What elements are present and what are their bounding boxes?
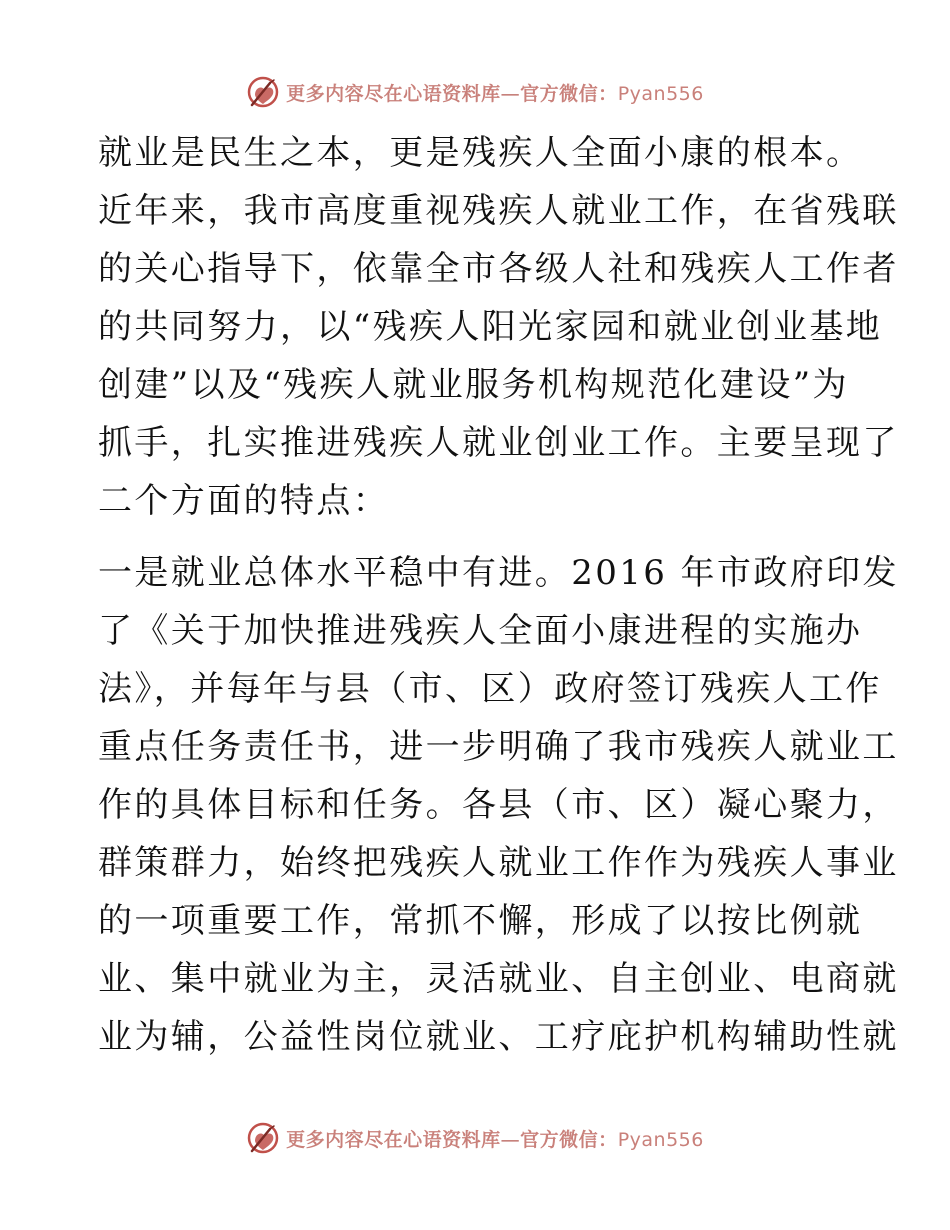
text-line: 二个方面的特点： xyxy=(98,481,390,521)
text-line: 重点任务责任书，进一步明确了我市残疾人就业工 xyxy=(98,727,899,767)
watermark-wechat-id: Pyan556 xyxy=(617,1128,704,1151)
paragraph-2 xyxy=(98,544,899,1066)
document-body xyxy=(98,124,899,1066)
text-line: 抓手，扎实推进残疾人就业创业工作。主要呈现了 xyxy=(98,423,899,463)
text-line: 的一项重要工作，常抓不懈，形成了以按比例就 xyxy=(98,901,863,941)
text-line: 创建”以及“残疾人就业服务机构规范化建设”为 xyxy=(98,365,849,405)
watermark-text xyxy=(286,79,704,106)
text-line: 就业是民生之本，更是残疾人全面小康的根本。 xyxy=(98,133,863,173)
text-line: 业、集中就业为主，灵活就业、自主创业、电商就 xyxy=(98,959,899,999)
text-line: 群策群力，始终把残疾人就业工作作为残疾人事业 xyxy=(98,843,899,883)
watermark-main: 更多内容尽在心语资料库 xyxy=(286,82,501,105)
watermark-separator: — xyxy=(500,82,521,105)
text-line: 一是就业总体水平稳中有进。2016 年市政府印发 xyxy=(98,553,899,593)
watermark-separator: — xyxy=(500,1128,521,1151)
heart-pen-logo-icon xyxy=(246,1121,280,1155)
watermark-main: 更多内容尽在心语资料库 xyxy=(286,1128,501,1151)
text-line: 法》，并每年与县（市、区）政府签订残疾人工作 xyxy=(98,669,882,709)
text-line: 了《关于加快推进残疾人全面小康进程的实施办 xyxy=(98,611,863,651)
watermark-official: 官方微信： xyxy=(520,1128,618,1151)
heart-pen-logo-icon xyxy=(246,75,280,109)
text-line: 的关心指导下，依靠全市各级人社和残疾人工作者 xyxy=(98,249,899,289)
text-line: 的共同努力，以“残疾人阳光家园和就业创业基地 xyxy=(98,307,883,347)
text-line: 作的具体目标和任务。各县（市、区）凝心聚力， xyxy=(98,785,899,825)
watermark-wechat-id: Pyan556 xyxy=(617,82,704,105)
text-line: 近年来，我市高度重视残疾人就业工作，在省残联 xyxy=(98,191,899,231)
watermark-official: 官方微信： xyxy=(520,82,618,105)
text-line: 业为辅，公益性岗位就业、工疗庇护机构辅助性就 xyxy=(98,1017,899,1057)
paragraph-1 xyxy=(98,124,899,530)
footer-watermark xyxy=(0,1118,950,1158)
header-watermark xyxy=(0,72,950,112)
watermark-text xyxy=(286,1125,704,1152)
